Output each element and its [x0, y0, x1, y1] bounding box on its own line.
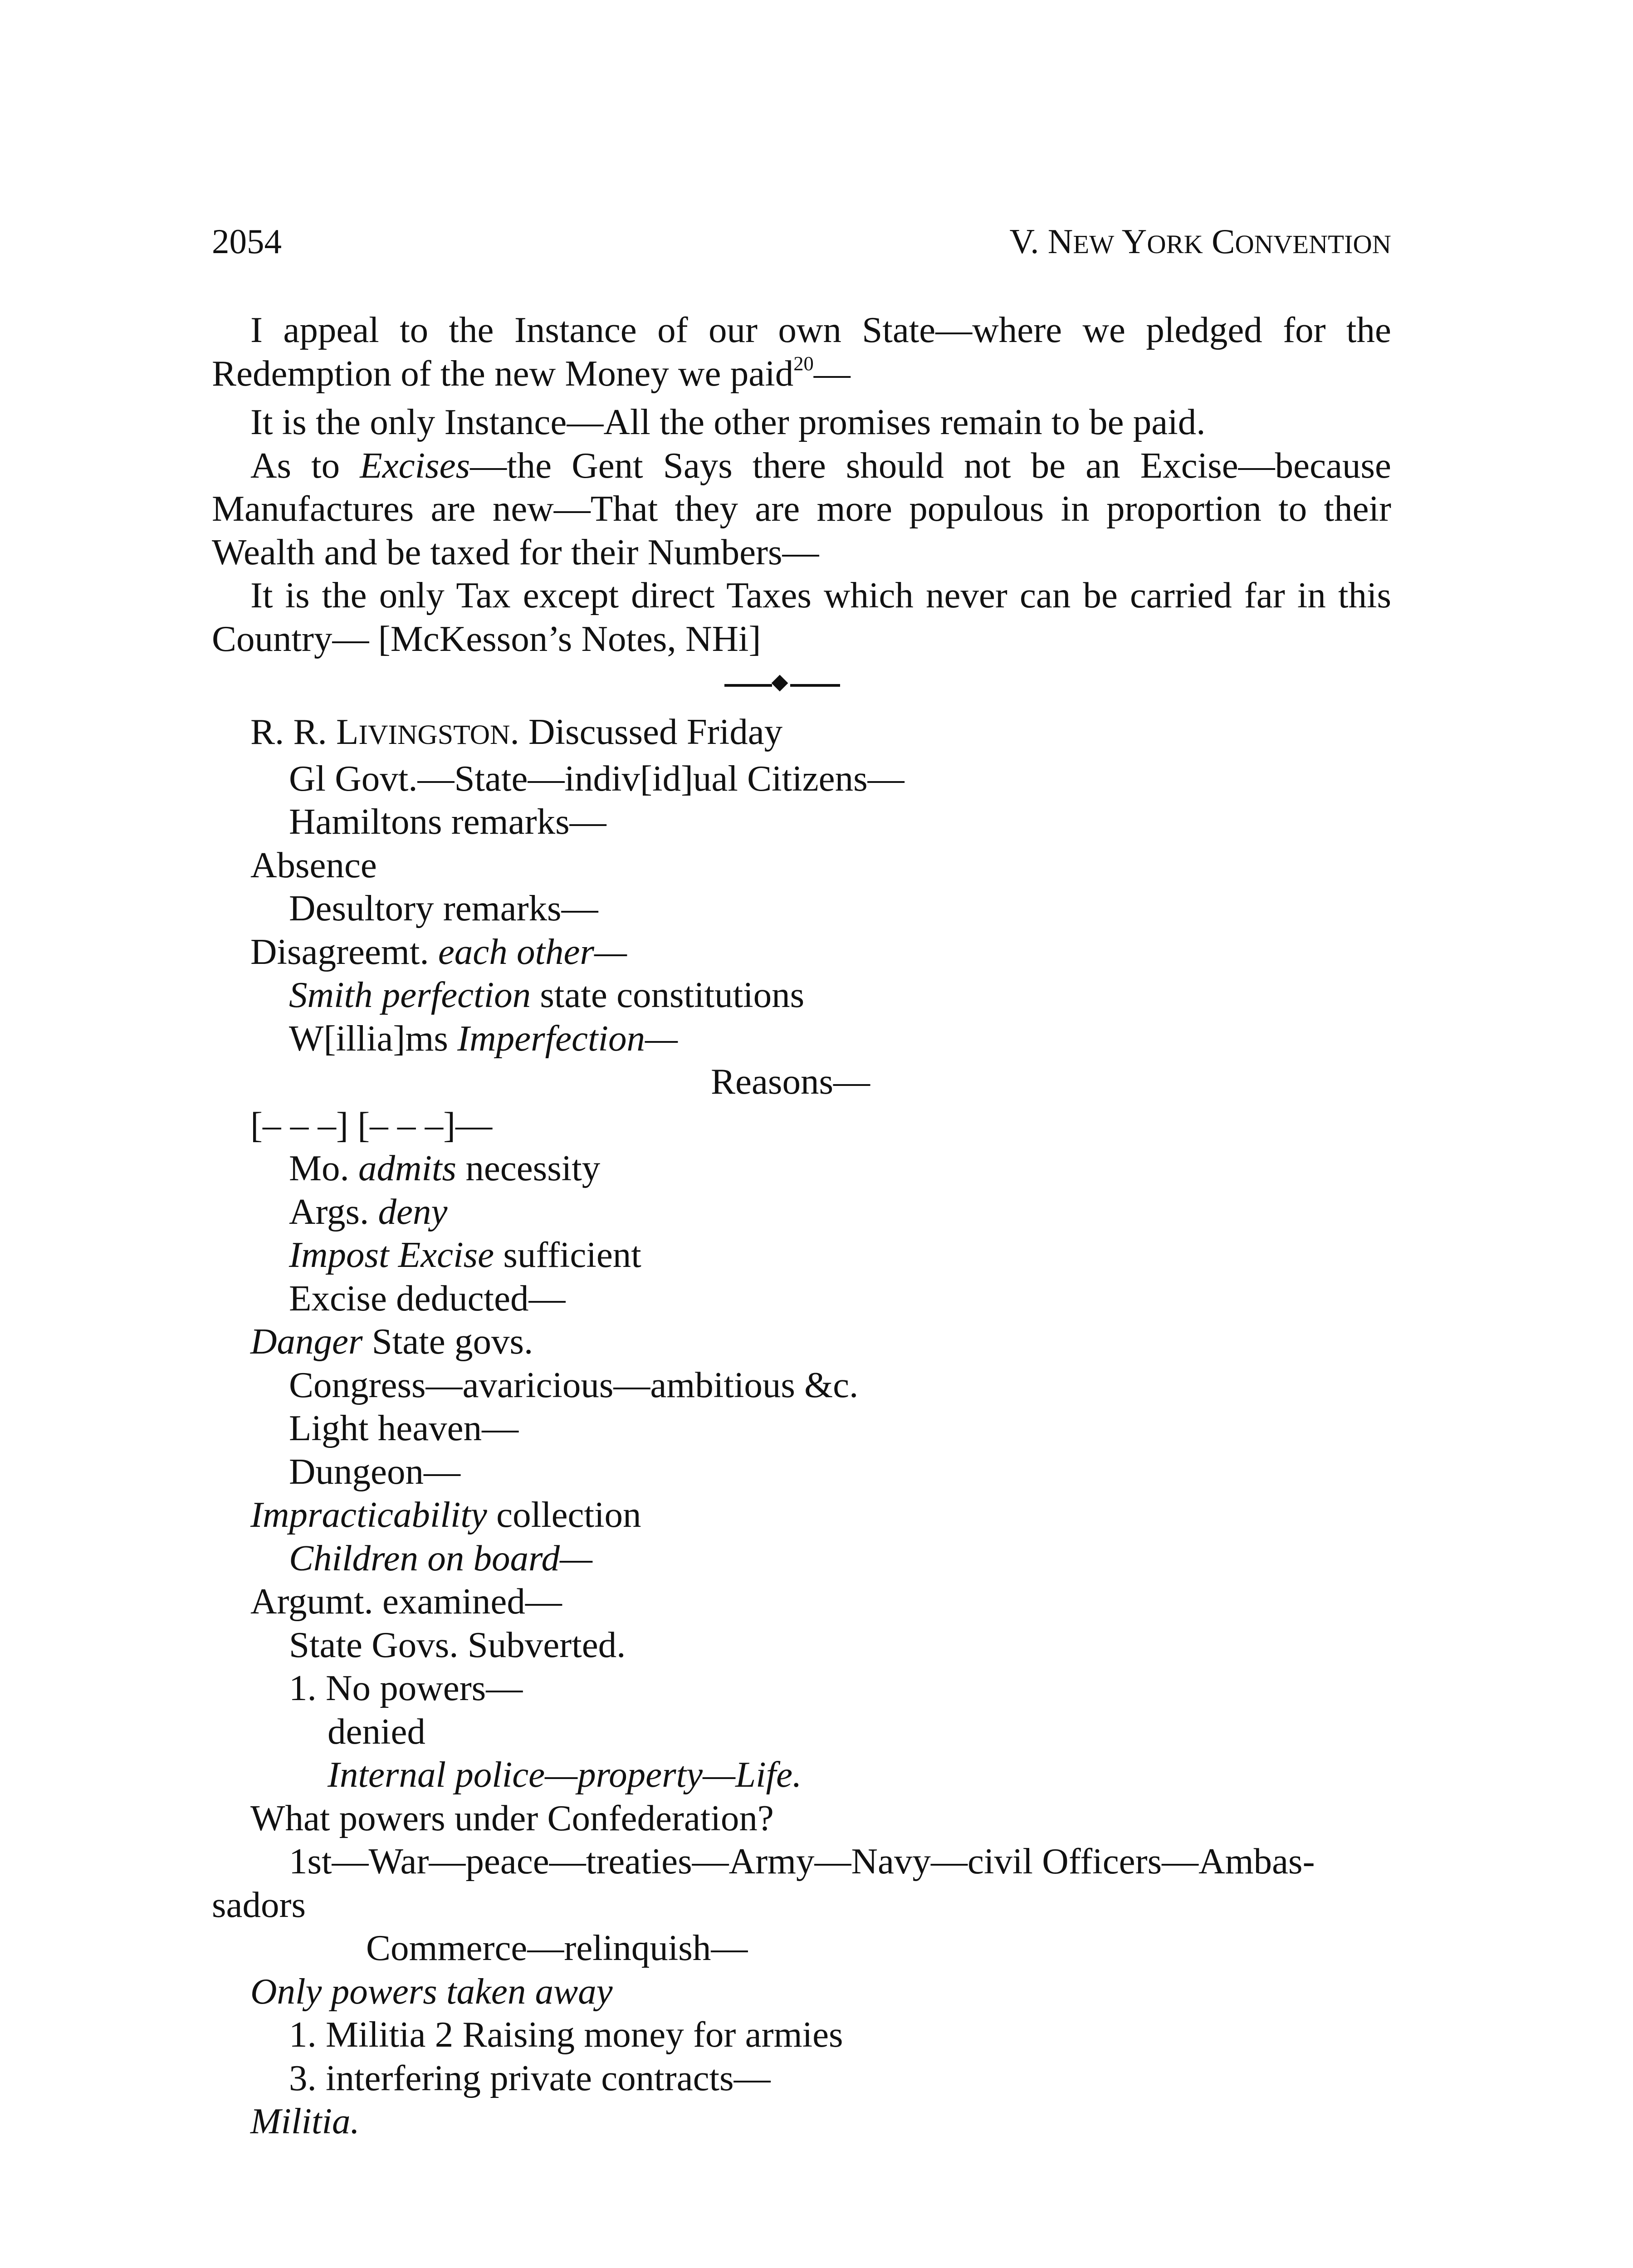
- note-line: Commerce—relinquish—: [366, 1927, 748, 1968]
- note-line: 3. interfering private contracts—: [289, 2057, 771, 2098]
- note-line: R. R. LIVINGSTON. Discussed Friday: [250, 711, 783, 752]
- note-line: Argumt. examined—: [250, 1581, 562, 1622]
- note-line: W[illia]ms Imperfection—: [289, 1017, 678, 1059]
- note-line: denied: [328, 1711, 425, 1752]
- note-line: Reasons—: [711, 1061, 870, 1102]
- running-head: V. NEW YORK CONVENTION: [1009, 222, 1391, 261]
- note-line: 1st—War—peace—treaties—Army—Navy—civil Officers—Ambas-: [289, 1841, 1315, 1882]
- note-line: 1. Militia 2 Raising money for armies: [289, 2014, 843, 2055]
- footnote-marker: 20: [793, 352, 814, 375]
- note-line: Congress—avaricious—ambitious &c.: [289, 1364, 859, 1405]
- note-line: Hamiltons remarks—: [289, 801, 606, 842]
- note-line: Militia.: [250, 2101, 360, 2141]
- note-line: State Govs. Subverted.: [289, 1624, 626, 1665]
- note-line: Only powers taken away: [250, 1970, 613, 2012]
- note-line: Mo. admits necessity: [289, 1148, 601, 1188]
- section-ornament: [212, 660, 1391, 710]
- note-line: Danger State govs.: [250, 1321, 533, 1362]
- paragraph: I appeal to the Instance of our own State—where we pledged for the Redemption of the new Money we paid$^{20}$—: [212, 309, 1391, 394]
- diamond-icon: [772, 675, 788, 692]
- paragraph: It is the only Tax except direct Taxes which never can be carried far in this Country— [McKesson’s Notes, NHi]: [212, 575, 1391, 659]
- livingston-notes: [212, 710, 1391, 2143]
- note-line: Absence: [250, 844, 377, 885]
- page-number: 2054: [212, 222, 282, 261]
- note-line: Gl Govt.—State—indiv[id]ual Citizens—: [289, 758, 905, 799]
- paragraph: It is the only Instance—All the other promises remain to be paid.: [250, 401, 1206, 442]
- note-line: Disagreemt. each other—: [250, 931, 627, 972]
- note-line: Dungeon—: [289, 1451, 460, 1492]
- note-line: Args. deny: [289, 1191, 448, 1232]
- note-line: What powers under Confederation?: [250, 1797, 774, 1838]
- note-line: Light heaven—: [289, 1408, 519, 1448]
- note-line: Impracticability collection: [250, 1494, 641, 1535]
- note-line: Children on board—: [289, 1537, 593, 1579]
- note-line: sadors: [212, 1884, 306, 1925]
- paragraph: As to Excises—the Gent Says there should not be an Excise—because Manufactures are new—That they are more populous in proportion to their Wealth and be taxed for their Numbers—: [212, 445, 1391, 572]
- main-text: [212, 308, 1391, 2143]
- note-line: Desultory remarks—: [289, 888, 598, 929]
- note-line: [– – –] [– – –]—: [250, 1104, 493, 1145]
- page-header: [212, 221, 1391, 262]
- note-line: 1. No powers—: [289, 1667, 523, 1708]
- note-line: Impost Excise sufficient: [289, 1234, 641, 1275]
- note-line: Smith perfection state constitutions: [289, 974, 805, 1015]
- note-line: Excise deducted—: [289, 1277, 566, 1319]
- note-line: Internal police—property—Life.: [328, 1754, 802, 1795]
